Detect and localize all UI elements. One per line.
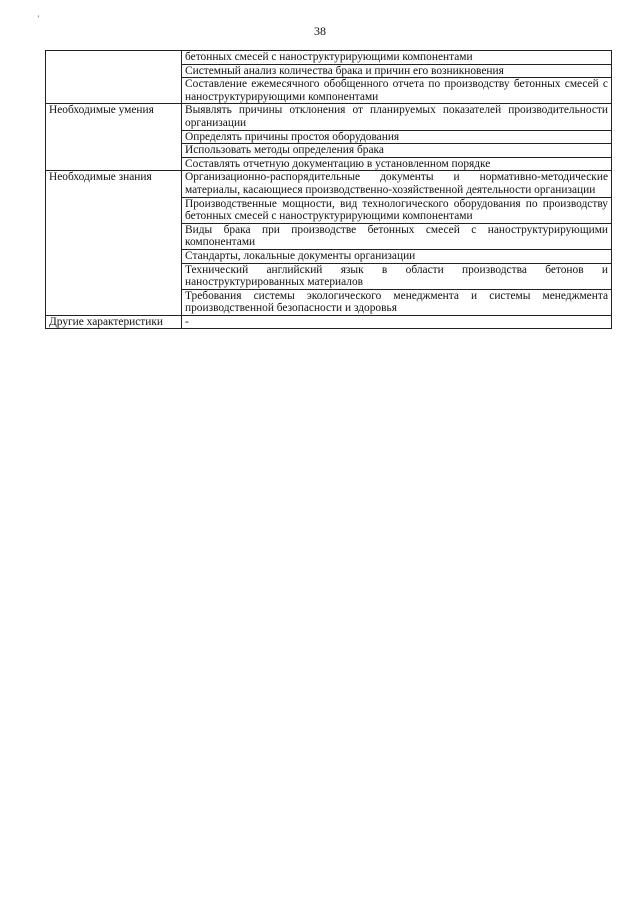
corner-mark: ʼ xyxy=(37,14,40,23)
table-cell: Составлять отчетную документацию в установленном порядке xyxy=(182,157,612,171)
table-row xyxy=(46,315,612,329)
table-cell: Стандарты, локальные документы организации xyxy=(182,249,612,263)
table-cell: Системный анализ количества брака и причин его возникновения xyxy=(182,64,612,78)
table-cell: - xyxy=(182,315,612,329)
section-label-continuation xyxy=(46,51,182,104)
table-cell: Выявлять причины отклонения от планируемых показателей производительности организации xyxy=(182,104,612,130)
table-cell: Использовать методы определения брака xyxy=(182,144,612,158)
table-cell: бетонных смесей с наноструктурирующими компонентами xyxy=(182,51,612,65)
table-cell: Организационно-распорядительные документы и нормативно-методические материалы, касающиеся производственно-хозяйственной деятельности организации xyxy=(182,171,612,197)
page-number: 38 xyxy=(314,24,326,38)
table-cell: Технический английский язык в области производства бетонов и наноструктурированных материалов xyxy=(182,263,612,289)
competency-table xyxy=(45,50,612,329)
table-cell: Виды брака при производстве бетонных смесей с наноструктурирующими компонентами xyxy=(182,223,612,249)
table-row xyxy=(46,104,612,130)
table-cell: Производственные мощности, вид технологического оборудования по производству бетонных смесей с наноструктурирующими компонентами xyxy=(182,197,612,223)
table-cell: Требования системы экологического менеджмента и системы менеджмента производственной безопасности и здоровья xyxy=(182,289,612,315)
table-row xyxy=(46,51,612,65)
table-row xyxy=(46,171,612,197)
table-cell: Определять причины простоя оборудования xyxy=(182,130,612,144)
section-label-other: Другие характеристики xyxy=(46,315,182,329)
section-label-knowledge: Необходимые знания xyxy=(46,171,182,316)
table-cell: Составление ежемесячного обобщенного отчета по производству бетонных смесей с наноструктурирующими компонентами xyxy=(182,78,612,104)
section-label-skills: Необходимые умения xyxy=(46,104,182,171)
